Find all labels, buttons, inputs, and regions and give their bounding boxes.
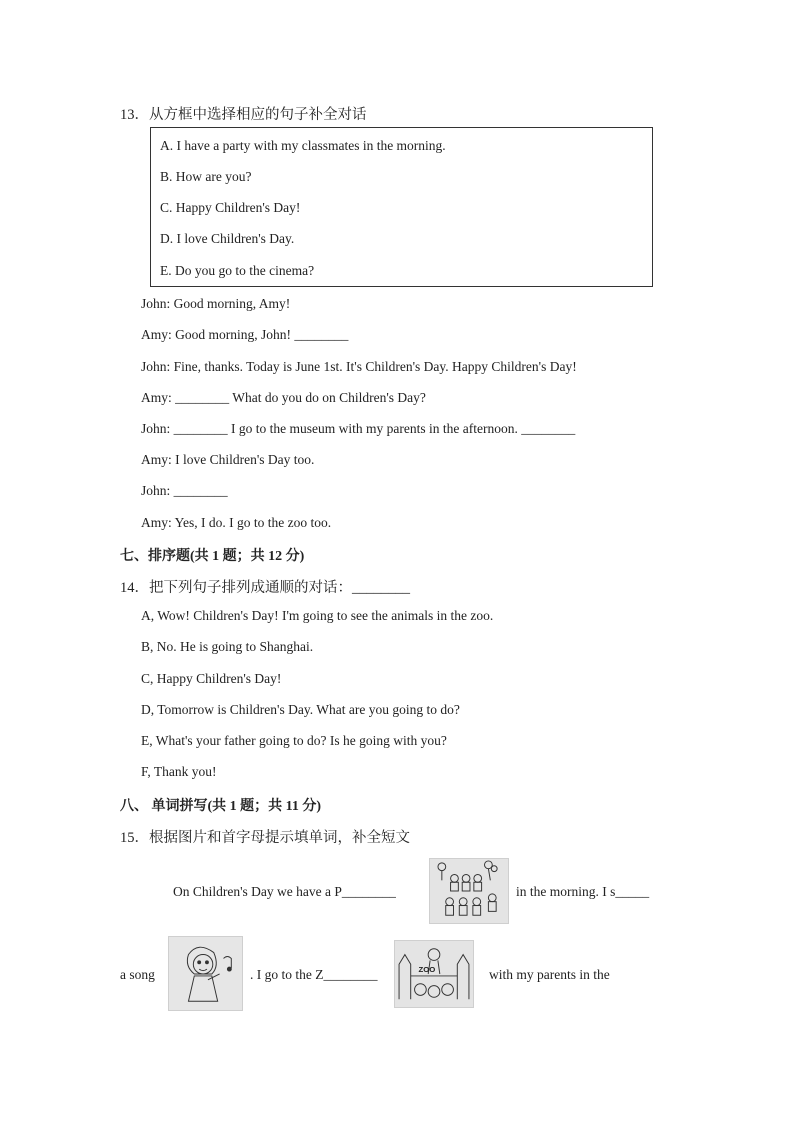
zoo-gate-illustration: [395, 941, 473, 1007]
dialogue-line: Amy: I love Children's Day too.: [141, 452, 315, 467]
option-a: A. I have a party with my classmates in the morning.: [160, 138, 446, 153]
party-picture: [429, 858, 509, 924]
dialogue-line: Amy: Good morning, John! ________: [141, 327, 349, 342]
passage-line-1b: in the morning. I s_____: [516, 884, 650, 899]
passage-line-2c: with my parents in the: [489, 967, 610, 982]
list-item: D, Tomorrow is Children's Day. What are you going to do?: [141, 702, 460, 717]
passage-line-2a: a song: [120, 967, 155, 982]
dialogue-line: Amy: Yes, I do. I go to the zoo too.: [141, 515, 332, 530]
option-c: C. Happy Children's Day!: [160, 200, 301, 215]
dialogue-line: John: Good morning, Amy!: [141, 296, 291, 311]
girl-singing-illustration: [169, 937, 242, 1010]
singing-picture: [168, 936, 243, 1011]
passage-line-2b: . I go to the Z________: [250, 967, 378, 982]
option-b: B. How are you?: [160, 169, 252, 184]
children-party-illustration: [430, 859, 508, 923]
zoo-sign-text: ZOO: [418, 965, 436, 975]
list-item: E, What's your father going to do? Is he going with you?: [141, 733, 447, 748]
zoo-picture: [394, 940, 474, 1008]
section-8-heading: 八、 单词拼写(共 1 题；共 11 分): [120, 799, 322, 814]
list-item: C, Happy Children's Day!: [141, 671, 282, 686]
question-15-title: 15．根据图片和首字母提示填单词，补全短文: [120, 830, 410, 846]
dialogue-line: John: ________ I go to the museum with my parents in the afternoon. ________: [141, 421, 576, 436]
passage-line-1a: On Children's Day we have a P________: [173, 884, 396, 899]
question-14-title: 14．把下列句子排列成通顺的对话：________: [120, 580, 410, 596]
option-d: D. I love Children's Day.: [160, 231, 295, 246]
question-13-title: 13．从方框中选择相应的句子补全对话: [120, 107, 367, 123]
dialogue-line: John: ________: [141, 483, 228, 498]
list-item: F, Thank you!: [141, 764, 217, 779]
dialogue-line: John: Fine, thanks. Today is June 1st. It's Children's Day. Happy Children's Day!: [141, 359, 577, 374]
dialogue-line: Amy: ________ What do you do on Children's Day?: [141, 390, 426, 405]
list-item: A, Wow! Children's Day! I'm going to see the animals in the zoo.: [141, 608, 494, 623]
list-item: B, No. He is going to Shanghai.: [141, 639, 314, 654]
section-7-heading: 七、排序题(共 1 题；共 12 分): [120, 549, 305, 564]
option-e: E. Do you go to the cinema?: [160, 263, 315, 278]
